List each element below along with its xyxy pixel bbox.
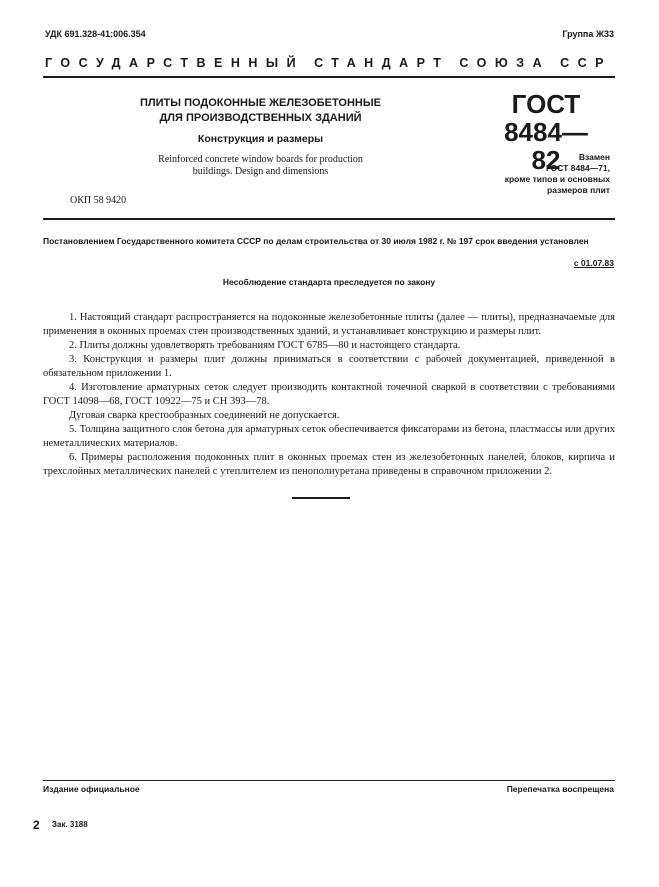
page-number: 2 xyxy=(33,818,40,832)
title-rule xyxy=(43,218,615,220)
banner-word-union: СОЮЗА xyxy=(459,56,551,70)
replacement-heading: Взамен xyxy=(578,152,610,162)
english-title xyxy=(128,154,393,178)
paragraph-3: 3. Конструкция и размеры плит должны приниматься в соответствии с рабочей документацией, приведенной в обязательном приложении 1. xyxy=(43,354,615,379)
paragraph-1: 1. Настоящий стандарт распространяется на подоконные железобетонные плиты (далее — плиты), предназначаемые для применения в оконных проемах стен производственных зданий, и устанавливает конструкцию и размеры плит. xyxy=(43,312,615,337)
replacement-line-1: ГОСТ 8484—71, xyxy=(545,163,610,173)
paragraph-4-note: Дуговая сварка крестообразных соединений не допускается. xyxy=(69,410,340,421)
decree-text: Постановлением Государственного комитета СССР по делам строительства от 30 июля 1982 г. № 197 срок введения установлен xyxy=(43,236,589,246)
document-title xyxy=(128,96,393,126)
state-standard-banner xyxy=(45,56,612,70)
gost-number: 8484—82 xyxy=(504,117,588,175)
paragraph-6: 6. Примеры расположения подоконных плит в оконных проемах стен из железобетонных панелей, блоков, кирпича и трехслойных металлических панелей с утеплителем из пенополиуретана приведены в справочном приложении 2. xyxy=(43,452,615,477)
gost-label: ГОСТ xyxy=(511,89,581,119)
document-subtitle: Конструкция и размеры xyxy=(197,133,324,145)
udk-code: УДК 691.328-41:006.354 xyxy=(45,29,146,39)
header-rule xyxy=(43,76,615,78)
english-title-line-1: Reinforced concrete window boards for production xyxy=(158,154,363,165)
group-code: Группа Ж33 xyxy=(562,29,614,39)
replacement-line-2: кроме типов и основных xyxy=(504,174,610,184)
title-line-2: ДЛЯ ПРОИЗВОДСТВЕННЫХ ЗДАНИЙ xyxy=(159,112,362,124)
replacement-line-3: размеров плит xyxy=(547,185,610,195)
title-line-1: ПЛИТЫ ПОДОКОННЫЕ ЖЕЛЕЗОБЕТОННЫЕ xyxy=(140,97,381,109)
paragraph-2: 2. Плиты должны удовлетворять требованиям ГОСТ 6785—80 и настоящего стандарта. xyxy=(69,340,461,351)
non-compliance-notice: Несоблюдение стандарта преследуется по закону xyxy=(222,277,436,287)
introduction-date: с 01.07.83 xyxy=(573,258,614,268)
banner-word-standard: СТАНДАРТ xyxy=(314,56,450,70)
replacement-note xyxy=(490,152,610,196)
reprint-prohibited: Перепечатка воспрещена xyxy=(506,784,614,794)
document-body xyxy=(43,311,615,479)
end-of-text-rule xyxy=(292,497,350,499)
paragraph-5: 5. Толщина защитного слоя бетона для арматурных сеток обеспечивается фиксаторами из бетона, пластмассы или других неметаллических материалов. xyxy=(43,424,615,449)
english-title-line-2: buildings. Design and dimensions xyxy=(192,166,329,177)
banner-word-ussr: ССР xyxy=(560,56,612,70)
official-edition: Издание официальное xyxy=(43,784,140,794)
banner-word-state: ГОСУДАРСТВЕННЫЙ xyxy=(45,56,305,70)
okp-code: ОКП 58 9420 xyxy=(70,195,127,206)
paragraph-4: 4. Изготовление арматурных сеток следует производить контактной точечной сваркой в соответствии с требованиями ГОСТ 14098—68, ГОСТ 10922—75 и СН 393—78. xyxy=(43,382,615,407)
print-order: Зак. 3188 xyxy=(52,820,88,829)
footer-rule xyxy=(43,780,615,781)
